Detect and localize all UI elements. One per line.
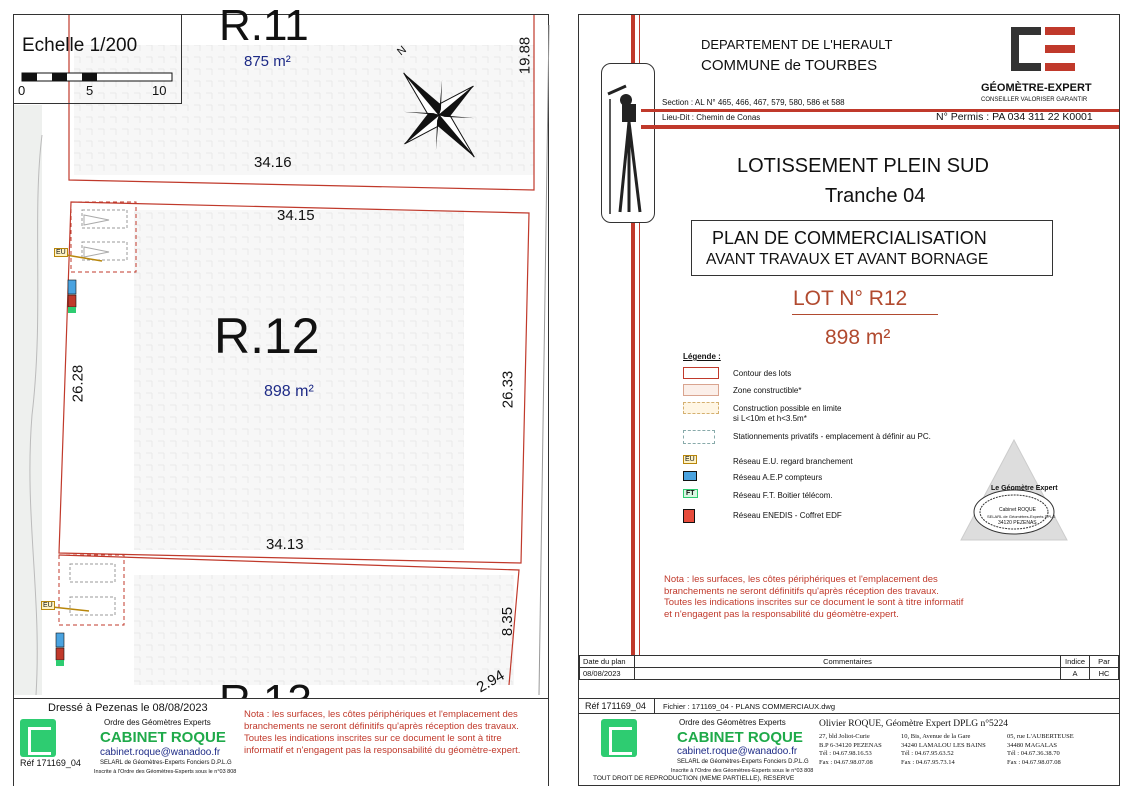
eu-marker-r13: EU	[43, 602, 53, 609]
dressed-label: Dressé à Pezenas le 08/08/2023	[48, 702, 208, 714]
ref-label: Réf 171169_04	[20, 758, 81, 768]
dimension-2-94: 2.94	[473, 666, 508, 697]
cabinet-logo	[20, 719, 56, 757]
lot-r11-area: 875 m²	[244, 53, 291, 70]
selarl-label: SELARL de Géomètres-Experts Fonciers D.P.L.G	[677, 759, 809, 765]
table-cell-date: 08/08/2023	[580, 668, 635, 680]
inscrite-label: Inscrite à l'Ordre des Géomètres-Experts sous le n°03 808	[94, 769, 237, 775]
revision-table	[579, 655, 1119, 680]
dimension-8-35: 8.35	[499, 606, 517, 637]
ref-rule	[579, 698, 1119, 699]
legend-item-parking: Stationnements privatifs - emplacement à définir au PC.	[683, 430, 983, 446]
table-cell-indice: A	[1061, 668, 1090, 680]
lot-r11-name: R.11	[219, 1, 309, 50]
table-cell-comments	[635, 668, 1061, 680]
commune-label: COMMUNE de TOURBES	[701, 57, 878, 74]
dimension-19-88: 19.88	[516, 36, 534, 75]
section-label: Section : AL N° 465, 466, 467, 579, 580, 586 et 588	[662, 98, 845, 107]
lot-area: 898 m²	[825, 326, 891, 349]
brand-tagline: CONSEILLER VALORISER GARANTIR	[981, 97, 1088, 103]
seal-line-1: Cabinet ROQUE	[999, 507, 1036, 513]
cabinet-email: cabinet.roque@wanadoo.fr	[100, 747, 221, 758]
legend-item-zone: Zone constructible*	[683, 384, 983, 400]
selarl-label: SELARL de Géomètres-Experts Fonciers D.P.L.G	[100, 760, 232, 766]
red-header-rule-2	[641, 125, 1119, 129]
dimension-34-13: 34.13	[266, 536, 304, 553]
legend-item-eu: EU Réseau E.U. regard branchement	[685, 456, 853, 466]
ref-divider	[654, 698, 655, 713]
table-cell-par: HC	[1090, 668, 1119, 680]
scale-tick-10: 10	[152, 83, 167, 98]
lot-number: LOT N° R12	[793, 287, 908, 310]
left-sheet	[13, 1, 549, 786]
permis-label: N° Permis : PA 034 311 22 K0001	[936, 111, 1093, 123]
table-header-indice: Indice	[1061, 656, 1090, 668]
ref-label: Réf 171169_04	[585, 701, 646, 711]
copyright-label: TOUT DROIT DE REPRODUCTION (MEME PARTIELLE), RESERVE	[593, 775, 795, 782]
table-row	[580, 668, 1119, 680]
scale-label: Echelle 1/200	[22, 35, 138, 56]
fichier-label: Fichier : 171169_04 - PLANS COMMERCIAUX.dwg	[663, 702, 836, 711]
right-sheet	[578, 14, 1120, 786]
brand-name: GÉOMÈTRE-EXPERT	[981, 82, 1092, 94]
seal-line-2: SELARL de Géomètres-Experts DPLG	[987, 514, 1056, 519]
lot-underline	[792, 314, 938, 315]
dimension-26-28: 26.28	[69, 364, 87, 403]
lot-r12-area: 898 m²	[264, 383, 314, 400]
seal-line-3: 34120 PEZENAS	[998, 520, 1037, 526]
theodolite-icon	[602, 64, 654, 222]
lot-r12-name: R.12	[214, 308, 320, 364]
ordre-label: Ordre des Géomètres Experts	[104, 718, 211, 727]
plan-title-box	[691, 220, 1053, 276]
tranche-title: Tranche 04	[825, 185, 926, 207]
cabinet-email: cabinet.roque@wanadoo.fr	[677, 746, 798, 757]
footer-rule	[579, 713, 1119, 714]
ordre-label: Ordre des Géomètres Experts	[679, 718, 786, 727]
lieu-dit-label: Lieu-Dit : Chemin de Conas	[662, 113, 761, 122]
plan-title-2: AVANT TRAVAUX ET AVANT BORNAGE	[706, 251, 989, 268]
left-footer	[14, 698, 548, 786]
scale-box-divider	[14, 103, 182, 104]
subdivision-title: LOTISSEMENT PLEIN SUD	[737, 155, 989, 177]
right-note: Nota : les surfaces, les côtes périphériques et l'emplacement des branchements ne seront définitifs qu'après réception des travaux. Toutes les indications inscrites sur ce document le sont à titre informatif et n'engagent pas la responsabilité du géomètre-expert.	[664, 574, 964, 620]
legend-item-enedis: Réseau ENEDIS - Coffret EDF	[683, 509, 983, 525]
address-pezenas: 27, bld Joliot-Curie B.P 6-34120 PEZENAS Tél : 04.67.98.16.53 Fax : 04.67.98.07.08	[819, 733, 882, 766]
seal-title: Le Géomètre Expert	[991, 485, 1058, 492]
cabinet-name: CABINET ROQUE	[100, 729, 226, 746]
legend-item-limite: Construction possible en limite si L<10m et h<3.5m*	[683, 402, 983, 428]
cabinet-logo	[601, 719, 637, 757]
compass-north-label: N	[395, 43, 409, 59]
geometre-expert-logo	[1011, 27, 1077, 71]
olivier-label: Olivier ROQUE, Géomètre Expert DPLG n°5224	[819, 719, 1009, 729]
table-header-comments: Commentaires	[635, 656, 1061, 668]
cabinet-name: CABINET ROQUE	[677, 729, 803, 746]
legend-item-aep: Réseau A.E.P compteurs	[683, 471, 983, 487]
legend-item-ft: FT Réseau F.T. Boitier télécom.	[683, 489, 983, 505]
scale-bar	[22, 73, 172, 81]
revision-table-header	[580, 656, 1119, 668]
address-lamalou: 10, Bis, Avenue de la Gare 34240 LAMALOU LES BAINS Tél : 04.67.95.63.52 Fax : 04.67.95.73.14	[901, 733, 986, 766]
geometre-seal	[959, 440, 1069, 545]
surveyor-icon-frame	[601, 63, 655, 223]
scale-tick-5: 5	[86, 83, 94, 98]
left-note: Nota : les surfaces, les côtes périphériques et l'emplacement des branchements ne seront définitifs qu'après réception des travaux. Toutes les indications inscrites sur ce document le sont à titre informatif et n'engagent pas la responsabilité du géomètre-expert.	[244, 709, 521, 756]
departement-label: DEPARTEMENT DE L'HERAULT	[701, 37, 893, 52]
plan-title-1: PLAN DE COMMERCIALISATION	[712, 228, 987, 248]
eu-marker-r12: EU	[56, 249, 66, 256]
scale-box-divider-v	[181, 15, 182, 103]
legend-title: Légende :	[683, 352, 721, 361]
legend-item-contour: Contour des lots	[683, 367, 983, 383]
table-header-par: Par	[1090, 656, 1119, 668]
dimension-34-16: 34.16	[254, 154, 292, 171]
dimension-26-33: 26.33	[499, 370, 517, 409]
inscrite-label: Inscrite à l'Ordre des Géomètres-Experts sous le n°03 808	[671, 768, 814, 774]
dimension-34-15: 34.15	[277, 207, 315, 224]
table-header-date: Date du plan	[580, 656, 635, 668]
lot-r13-name	[219, 679, 312, 699]
address-magalas: 05, rue L'AUBERTEUSE 34480 MAGALAS Tél : 04.67.36.38.70 Fax : 04.67.98.07.08	[1007, 733, 1074, 766]
scale-tick-0: 0	[18, 83, 26, 98]
